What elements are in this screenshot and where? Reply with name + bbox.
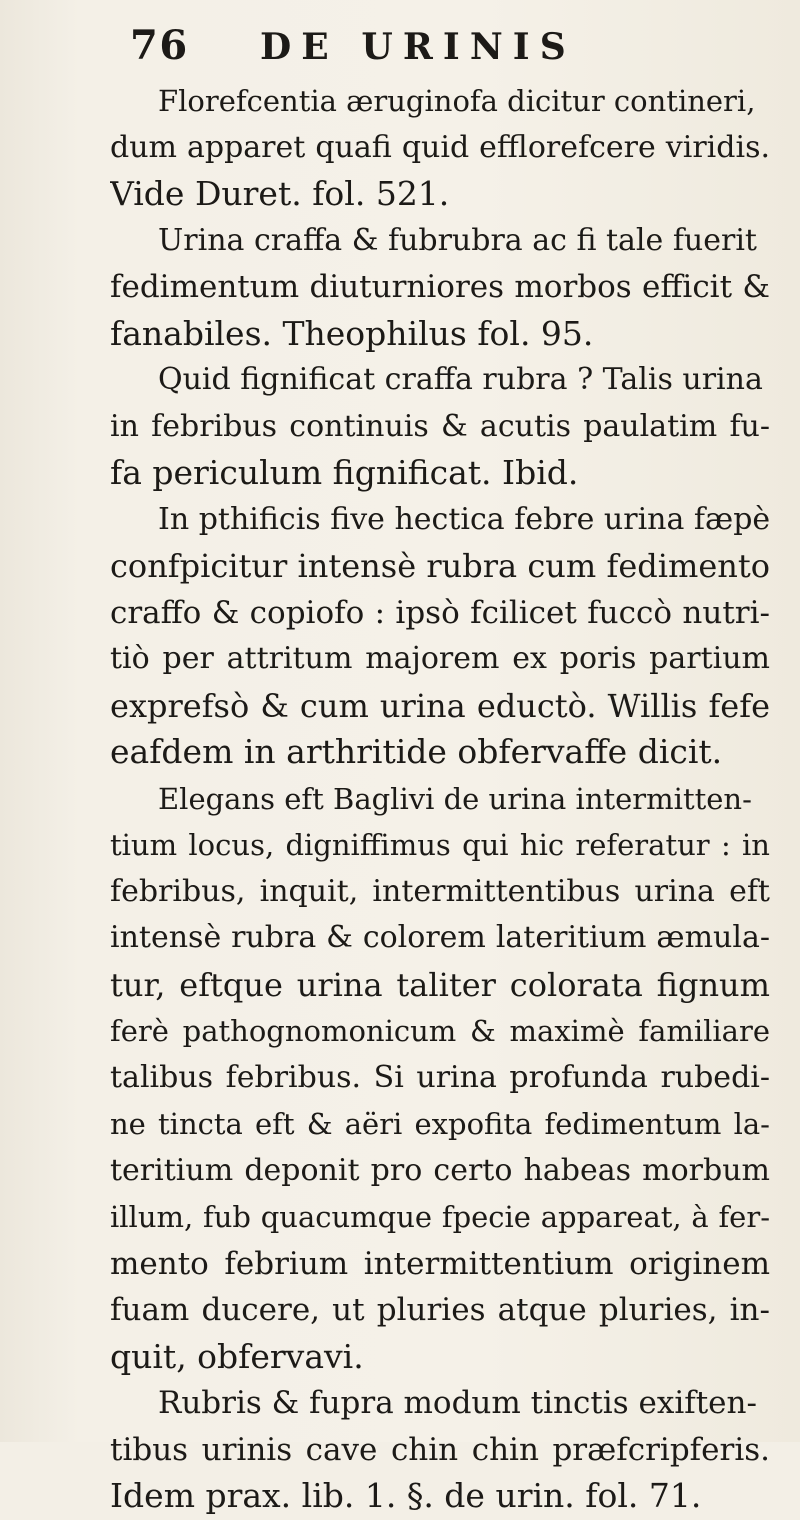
text-line: quit, obfervavi. [110, 1336, 364, 1376]
running-head [130, 22, 770, 70]
text-line: In pthificis five hectica febre urina fæpè [158, 501, 770, 537]
text-line: Rubris & fupra modum tinctis exiften- [158, 1385, 757, 1421]
text-line: Quid fignificat craffa rubra ? Talis urina [158, 362, 763, 397]
text-line: tiò per attritum majorem ex poris partium [110, 641, 770, 676]
text-line: Vide Duret. fol. 521. [110, 174, 450, 213]
text-line: Idem prax. lib. 1. §. de urin. fol. 71. [110, 1476, 702, 1515]
text-line: fedimentum diuturniores morbos efficit & [110, 269, 770, 305]
text-line: in febribus continuis & acutis paulatim fu- [110, 408, 770, 444]
text-line: confpicitur intensè rubra cum fedimento [110, 547, 770, 585]
text-line: Florefcentia æruginofa dicitur contineri, [158, 84, 756, 118]
text-line: eafdem in arthritide obfervaffe dicit. [110, 732, 723, 771]
text-line: intensè rubra & colorem lateritium æmula- [110, 920, 770, 955]
text-line: craffo & copiofo : ipsò fcilicet fuccò nutri- [110, 594, 770, 631]
text-line: tibus urinis cave chin chin præfcripferis. [110, 1431, 770, 1468]
page-number: 76 [130, 22, 189, 69]
text-line: Urina craffa & fubrubra ac fi tale fuerit [158, 222, 757, 258]
text-line: tur, eftque urina taliter colorata fignum [110, 965, 770, 1004]
text-line: febribus, inquit, intermittentibus urina eft [110, 873, 770, 909]
running-title: DE URINIS [260, 26, 576, 68]
text-line: exprefsò & cum urina eductò. Willis fefe [110, 686, 770, 725]
text-line: ne tincta eft & aëri expofita fedimentum la- [110, 1107, 770, 1141]
text-line: illum, fub quacumque fpecie appareat, à fer- [110, 1200, 770, 1234]
text-line: teritium deponit pro certo habeas morbum [110, 1152, 770, 1188]
text-line: fa periculum fignificat. Ibid. [110, 453, 579, 492]
text-line: Elegans eft Baglivi de urina intermitten- [158, 781, 752, 816]
text-line: fuam ducere, ut pluries atque pluries, in- [110, 1292, 770, 1328]
text-line: mento febrium intermittentium originem [110, 1245, 770, 1282]
text-line: tium locus, digniffimus qui hic referatur : in [110, 828, 770, 862]
text-line: dum apparet quafi quid efflorefcere viridis. [110, 129, 770, 165]
text-line: ferè pathognomonicum & maximè familiare [110, 1014, 770, 1048]
text-line: fanabiles. Theophilus fol. 95. [110, 313, 594, 353]
body-text [110, 78, 770, 1520]
text-line: talibus febribus. Si urina profunda rubedi- [110, 1059, 770, 1095]
